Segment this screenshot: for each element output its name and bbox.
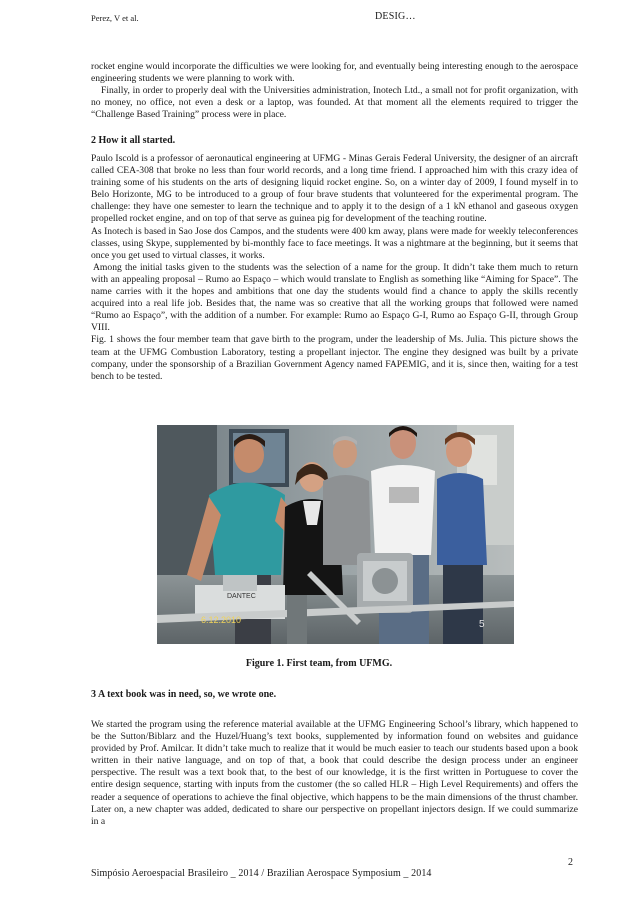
team-photo-illustration bbox=[157, 425, 514, 644]
section-2-paragraph-1: Paulo Iscold is a professor of aeronautical engineering at UFMG - Minas Gerais Federal University, the designer of an aircraft called CEA-308 that broke no less than four world records, and a long time friend. I approached him with this crazy idea of training some of his students on the arts of designing liquid rocket engine. So, on a winter day of 2009, I found myself in to Belo Horizonte, MG to be introduced to a group of four brave students that volunteered for the experimental program. The challenge: they have one semester to learn the technique and to apply it to the design of a 1 kN ethanol and gaseous oxygen propelled rocket engine, and on top of that serve as guinea pig for development of the teaching routine. bbox=[91, 153, 578, 225]
section-3-heading-wrap bbox=[91, 689, 578, 701]
figure-caption: Figure 1. First team, from UFMG. bbox=[245, 658, 393, 669]
page-number: 2 bbox=[568, 857, 573, 868]
device-label: DANTEC bbox=[227, 593, 256, 600]
page-footer: Simpósio Aeroespacial Brasileiro _ 2014 / Brazilian Aerospace Symposium _ 2014 bbox=[91, 868, 432, 879]
section-2-body bbox=[91, 153, 578, 383]
section-2-paragraph-4: Fig. 1 shows the four member team that gave birth to the program, under the leadership of Ms. Julia. This picture shows the team at the UFMG Combustion Laboratory, testing a propellant injector. The engine they designed was built by a private company, under the sponsorship of a Brazilian Government Agency named FAPEMIG, and it is, since then, waiting for a test bench to be tested. bbox=[91, 334, 578, 382]
section-2-paragraph-3: Among the initial tasks given to the students was the selection of a name for the group. It didn’t take them much to return with an appealing proposal – Rumo ao Espaço – which would translate to English as something like “Aiming for Space”. The name carries with it the hopes and ambitions that one day the students would find a chance to apply the skills recently acquired into a real life job. Besides that, the name was so creative that all the working groups that followed were named “Rumo ao Espaço”, with the addition of a number. For example: Rumo ao Espaço G-I, Rumo ao Espaço G-II, through Group VIII. bbox=[91, 261, 578, 334]
intro-paragraph-1: rocket engine would incorporate the difficulties we were looking for, and eventually being interesting enough to the aerospace engineering students we were planning to work with. bbox=[91, 61, 578, 85]
team-photo bbox=[157, 425, 514, 644]
photo-corner-number: 5 bbox=[479, 619, 485, 630]
photo-date-stamp: 6.12.2010 bbox=[201, 615, 242, 625]
intro-paragraph-2: Finally, in order to properly deal with the Universities administration, Inotech Ltd., a small not for profit organization, with no money, no office, not even a desk or a laptop, was founded. At that moment all the elements required to trigger the “Challenge Based Training” process were in place. bbox=[91, 85, 578, 121]
section-2-paragraph-2: As Inotech is based in Sao Jose dos Campos, and the students were 400 km away, plans were made for weekly teleconferences classes, using Skype, supplemented by bi-monthly face to face meetings. It was a nightmare at the beginning, but it seems that once you get used to virtual classes, it works. bbox=[91, 225, 578, 261]
section-2-heading: 2 How it all started. bbox=[91, 135, 176, 146]
running-header-title: DESIG… bbox=[375, 11, 416, 22]
intro-block bbox=[91, 61, 578, 121]
running-header-authors: Perez, V et al. bbox=[91, 13, 139, 23]
section-3-paragraph-1: We started the program using the reference material available at the UFMG Engineering School’s library, which happened to be the Sutton/Biblarz and the Huzel/Huang’s text books, supplemented by information found on websites and guidance provided by Prof. Amilcar. It didn’t take much to realize that it would be much easier to teach our students based upon a book written in their native language, and on top of that, a book that could describe the design process under an engineer perspective. The result was a text book that, to the best of our knowledge, it is the first written in Portuguese to cover the entire design sequence, starting with inputs from the customer (the so called HLR – High Level Requirements) and offers the reader a sequence of operations to achieve the final objective, which happens to be the main dimensions of the thrust chamber. Later on, a new chapter was added, dedicated to share our perspective on propellant injectors design. If we could summarize in a bbox=[91, 719, 578, 827]
section-3-heading: 3 A text book was in need, so, we wrote one. bbox=[91, 689, 277, 700]
section-3-body bbox=[91, 719, 578, 828]
section-2-heading-wrap bbox=[91, 135, 578, 147]
